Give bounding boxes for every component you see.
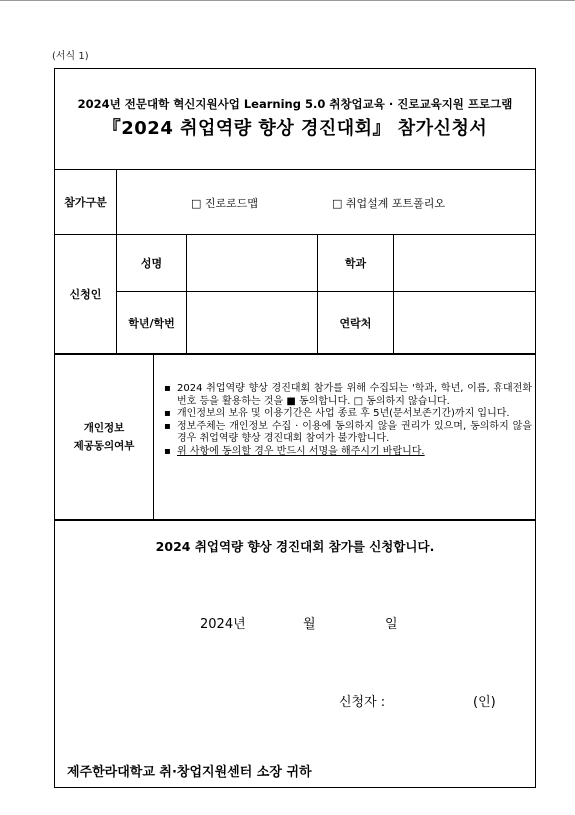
form-subtitle: 2024년 전문대학 혁신지원사업 Learning 5.0 취창업교육 · 진로교육지원 프로그램 bbox=[77, 97, 513, 111]
date-month: 월 bbox=[303, 617, 316, 632]
consent-item: ▪ 2024 취업역량 향상 경진대회 참가를 위해 수집되는 '학과, 학년, 이름, 휴대전화번호 등을 활용하는 것을 ■ 동의합니다. □ 동의하지 않습니다. bbox=[164, 383, 532, 407]
top-border-line bbox=[0, 0, 575, 1]
form-number: (서식 1) bbox=[52, 51, 89, 62]
consent-item: ▪ 개인정보의 보유 및 이용기간은 사업 종료 후 5년(문서보존기간)까지 입니다. bbox=[164, 408, 510, 419]
option-career-roadmap[interactable] bbox=[191, 195, 258, 211]
name-field[interactable] bbox=[187, 235, 317, 291]
contact-field[interactable] bbox=[394, 292, 535, 353]
category-label: 참가구분 bbox=[64, 196, 107, 209]
option-job-portfolio[interactable] bbox=[332, 195, 445, 211]
date-day: 일 bbox=[385, 617, 398, 632]
option-label: 진로로드맵 bbox=[204, 197, 259, 210]
recipient: 제주한라대학교 취·창업지원센터 소장 귀하 bbox=[67, 765, 312, 780]
checkbox-icon[interactable]: □ bbox=[191, 197, 202, 210]
form-title: 『2024 취업역량 향상 경진대회』 참가신청서 bbox=[102, 118, 488, 139]
application-form bbox=[54, 68, 536, 788]
consent-list bbox=[160, 383, 532, 458]
signature-label: 신청자 : bbox=[339, 695, 386, 710]
option-label: 취업설계 포트폴리오 bbox=[345, 197, 446, 210]
divider-header bbox=[55, 169, 535, 170]
applicant-label: 신청인 bbox=[69, 288, 102, 301]
col-divider-consent bbox=[153, 354, 154, 520]
consent-label: 개인정보 제공동의여부 bbox=[73, 422, 135, 452]
name-label: 성명 bbox=[140, 257, 163, 270]
date-year: 2024년 bbox=[200, 617, 246, 632]
checkbox-icon[interactable]: □ bbox=[332, 197, 343, 210]
student-id-label: 학년/학번 bbox=[128, 316, 175, 330]
contact-label: 연락처 bbox=[339, 316, 372, 330]
signature-seal[interactable]: (인) bbox=[473, 695, 496, 710]
consent-item: ▪ 정보주체는 개인정보 수집 · 이용에 동의하지 않을 권리가 있으며, 동의하지 않을 경우 취업역량 향상 경진대회 참여가 불가합니다. bbox=[164, 420, 532, 444]
divider-consent bbox=[55, 519, 535, 521]
dept-label: 학과 bbox=[344, 257, 367, 270]
student-id-field[interactable] bbox=[187, 292, 317, 353]
consent-item: ▪ 위 사항에 동의할 경우 반드시 서명을 해주시기 바랍니다. bbox=[164, 445, 425, 457]
dept-field[interactable] bbox=[394, 235, 535, 291]
apply-statement: 2024 취업역량 향상 경진대회 참가를 신청합니다. bbox=[155, 539, 435, 554]
